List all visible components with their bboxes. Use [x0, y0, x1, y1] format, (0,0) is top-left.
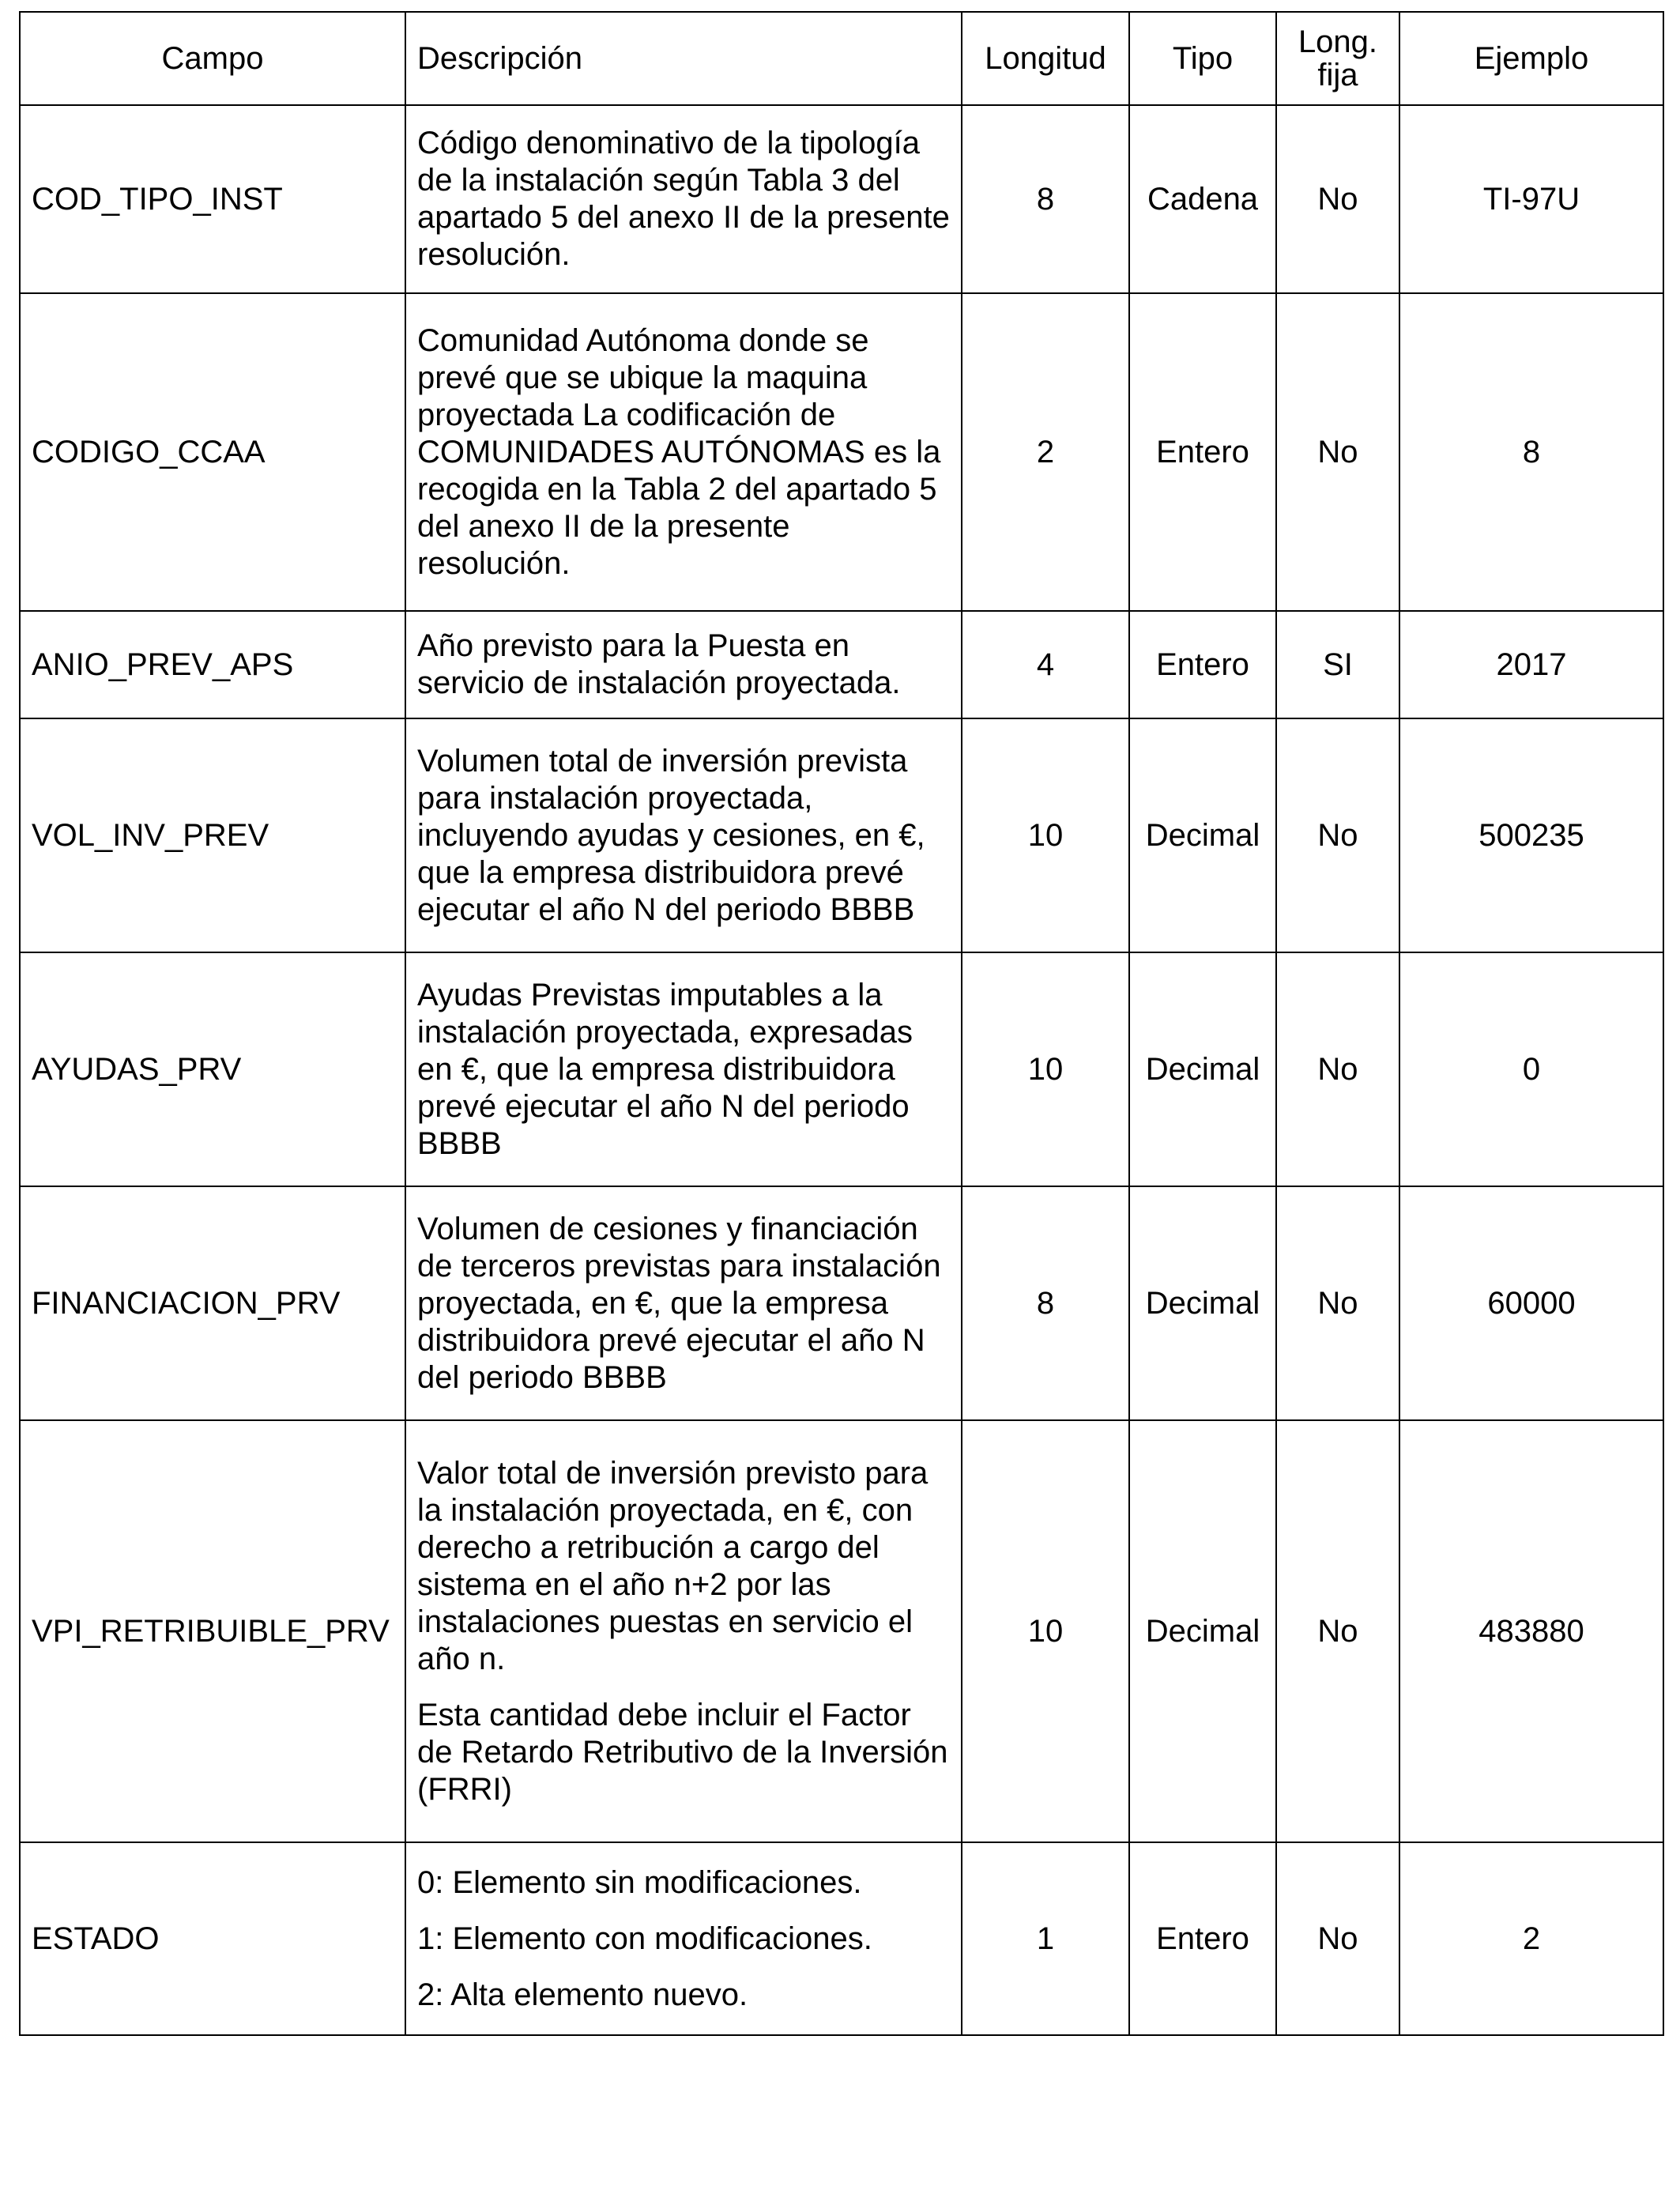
- descripcion-paragraph: Volumen de cesiones y financiación de terceros previstas para instalación proyectada, en €, que la empresa distribuidora prevé ejecutar el año N del periodo BBBB: [417, 1211, 941, 1395]
- cell-campo: AYUDAS_PRV: [20, 952, 405, 1186]
- descripcion-paragraph: Valor total de inversión previsto para la instalación proyectada, en €, con derecho a retribución a cargo del sistema en el año n+2 por las instalaciones puestas en servicio el año n.: [417, 1455, 929, 1676]
- cell-tipo: Entero: [1129, 1842, 1276, 2035]
- header-row: [20, 12, 1663, 105]
- cell-tipo: Decimal: [1129, 1186, 1276, 1420]
- header-tipo: Tipo: [1129, 12, 1276, 105]
- descripcion-paragraph: 0: Elemento sin modificaciones.: [417, 1864, 862, 1900]
- descripcion-paragraph: Volumen total de inversión prevista para instalación proyectada, incluyendo ayudas y cesiones, en €, que la empresa distribuidora prevé ejecutar el año N del periodo BBBB: [417, 743, 925, 927]
- table-row: [20, 611, 1663, 718]
- header-campo: Campo: [20, 12, 405, 105]
- cell-ejemplo: 2017: [1399, 611, 1663, 718]
- header-ejemplo: Ejemplo: [1399, 12, 1663, 105]
- cell-tipo: Decimal: [1129, 718, 1276, 952]
- header-descripcion: Descripción: [405, 12, 962, 105]
- cell-ejemplo: 0: [1399, 952, 1663, 1186]
- cell-ejemplo: 60000: [1399, 1186, 1663, 1420]
- cell-descripcion: [405, 1842, 962, 2035]
- cell-descripcion: [405, 718, 962, 952]
- cell-campo: FINANCIACION_PRV: [20, 1186, 405, 1420]
- cell-longitud: 10: [962, 1420, 1129, 1842]
- cell-long-fija: No: [1276, 952, 1399, 1186]
- cell-ejemplo: 8: [1399, 293, 1663, 611]
- cell-tipo: Cadena: [1129, 105, 1276, 293]
- cell-longitud: 2: [962, 293, 1129, 611]
- table-row: [20, 718, 1663, 952]
- table-row: [20, 1842, 1663, 2035]
- table-body: [20, 105, 1663, 2035]
- header-long-fija-line2: fija: [1317, 58, 1358, 92]
- cell-descripcion: [405, 293, 962, 611]
- cell-long-fija: No: [1276, 105, 1399, 293]
- cell-long-fija: No: [1276, 1842, 1399, 2035]
- cell-ejemplo: 500235: [1399, 718, 1663, 952]
- cell-long-fija: No: [1276, 1420, 1399, 1842]
- cell-descripcion: [405, 1420, 962, 1842]
- cell-campo: COD_TIPO_INST: [20, 105, 405, 293]
- cell-ejemplo: 483880: [1399, 1420, 1663, 1842]
- table-row: [20, 1186, 1663, 1420]
- cell-descripcion: [405, 105, 962, 293]
- descripcion-paragraph: Esta cantidad debe incluir el Factor de Retardo Retributivo de la Inversión (FRRI): [417, 1697, 948, 1807]
- descripcion-paragraph: Comunidad Autónoma donde se prevé que se ubique la maquina proyectada La codificación de COMUNIDADES AUTÓNOMAS es la recogida en la Tabla 2 del apartado 5 del anexo II de la presente resolución.: [417, 322, 941, 581]
- cell-descripcion: [405, 1186, 962, 1420]
- table-row: [20, 1420, 1663, 1842]
- cell-long-fija: SI: [1276, 611, 1399, 718]
- cell-longitud: 8: [962, 105, 1129, 293]
- cell-tipo: Decimal: [1129, 1420, 1276, 1842]
- cell-campo: VOL_INV_PREV: [20, 718, 405, 952]
- table-row: [20, 952, 1663, 1186]
- cell-longitud: 1: [962, 1842, 1129, 2035]
- cell-longitud: 4: [962, 611, 1129, 718]
- cell-ejemplo: 2: [1399, 1842, 1663, 2035]
- header-long-fija-line1: Long.: [1298, 25, 1378, 59]
- table-header: [20, 12, 1663, 105]
- header-longitud: Longitud: [962, 12, 1129, 105]
- cell-longitud: 10: [962, 718, 1129, 952]
- descripcion-paragraph: 1: Elemento con modificaciones.: [417, 1921, 872, 1956]
- cell-campo: ANIO_PREV_APS: [20, 611, 405, 718]
- descripcion-paragraph: 2: Alta elemento nuevo.: [417, 1977, 748, 2012]
- cell-campo: VPI_RETRIBUIBLE_PRV: [20, 1420, 405, 1842]
- field-spec-table: [19, 11, 1664, 2036]
- table-row: [20, 293, 1663, 611]
- cell-tipo: Decimal: [1129, 952, 1276, 1186]
- cell-tipo: Entero: [1129, 293, 1276, 611]
- cell-campo: CODIGO_CCAA: [20, 293, 405, 611]
- cell-long-fija: No: [1276, 1186, 1399, 1420]
- cell-ejemplo: TI-97U: [1399, 105, 1663, 293]
- descripcion-paragraph: Año previsto para la Puesta en servicio de instalación proyectada.: [417, 628, 901, 700]
- cell-long-fija: No: [1276, 718, 1399, 952]
- cell-descripcion: [405, 952, 962, 1186]
- cell-longitud: 8: [962, 1186, 1129, 1420]
- cell-longitud: 10: [962, 952, 1129, 1186]
- descripcion-paragraph: Código denominativo de la tipología de la instalación según Tabla 3 del apartado 5 del anexo II de la presente resolución.: [417, 126, 950, 272]
- table-row: [20, 105, 1663, 293]
- cell-descripcion: [405, 611, 962, 718]
- cell-tipo: Entero: [1129, 611, 1276, 718]
- cell-campo: ESTADO: [20, 1842, 405, 2035]
- descripcion-paragraph: Ayudas Previstas imputables a la instalación proyectada, expresadas en €, que la empresa distribuidora prevé ejecutar el año N del periodo BBBB: [417, 977, 913, 1161]
- header-long-fija: [1276, 12, 1399, 105]
- cell-long-fija: No: [1276, 293, 1399, 611]
